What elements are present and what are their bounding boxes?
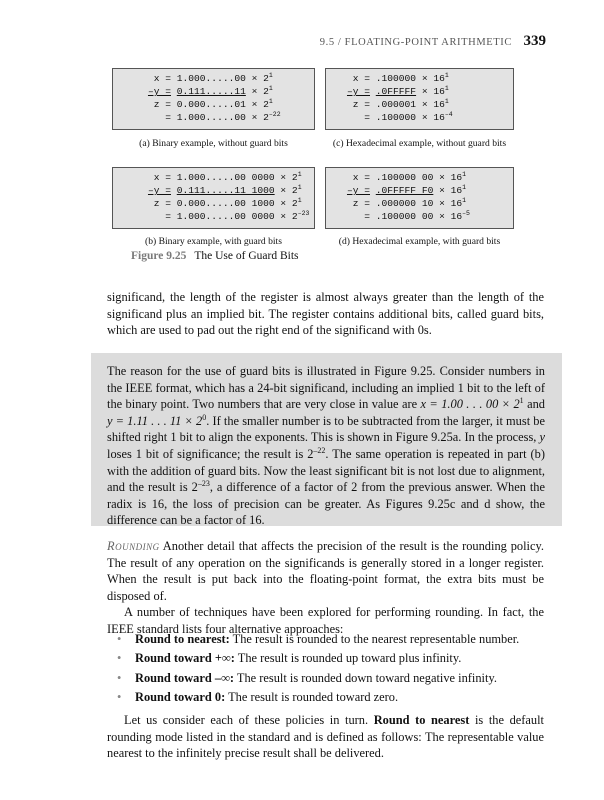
- bullet-icon: •: [117, 651, 122, 666]
- figure-caption: [131, 250, 299, 262]
- figure-panel-d: [325, 167, 514, 229]
- figure-panel-b: [112, 167, 315, 229]
- running-header: [0, 33, 604, 53]
- panel-d-row: x = .100000 $00 \times 16^1$: [352, 171, 467, 183]
- panel-a-row: $z = 0.000.....01 \times 2^1$: [153, 98, 273, 110]
- figure-panel-c: [325, 68, 514, 130]
- panel-a-caption: (a) Binary example, without guard bits: [139, 138, 288, 149]
- panel-c-row: = $.100000 \times 16^{-4}$: [364, 111, 453, 123]
- panel-d-row: = .100000 $00 \times 16^{-5}$: [364, 210, 470, 222]
- panel-c-row: –y = .0FFFFF × $16^1$: [346, 85, 449, 97]
- panel-a-row: $-y = 0.111.....11 \times 2^1$: [147, 85, 273, 97]
- panel-d-caption: (d) Hexadecimal example, with guard bits: [338, 236, 501, 247]
- panel-b-row: = 1.000.....00 $0000 \times 2^{-23}$: [165, 210, 310, 222]
- panel-c-row: $z = .000001 \times 16^1$: [352, 98, 449, 110]
- page-number: 339: [523, 33, 546, 49]
- panel-d-row: –y = .0FFFFF $F0 \times 16^1$: [346, 184, 467, 196]
- rounding-methods-list: [117, 630, 544, 708]
- body-paragraph: Let us consider each of these policies in turn. Round to nearest is the default rounding mode listed in the standard and is defined as follows: The representable value nearest to the infinitely precise result shall be delivered.: [107, 713, 544, 761]
- list-item: • Round to nearest: The result is rounded to the nearest representable number.: [117, 630, 544, 649]
- panel-a-row: $x = 1.000.....00 \times 2^1$: [153, 72, 273, 84]
- panel-a-row: = $1.000.....00 \times 2^{-22}$: [165, 111, 281, 123]
- figure-panel-a: [112, 68, 315, 130]
- panel-c-caption: (c) Hexadecimal example, without guard bits: [332, 138, 507, 149]
- panel-b-row: x = 1.000.....00 $0000 \times 2^1$: [153, 171, 302, 183]
- figure-title: The Use of Guard Bits: [194, 250, 299, 262]
- explanation-box: [91, 353, 562, 526]
- figure-label: Figure 9.25: [131, 250, 187, 262]
- panel-b-caption: (b) Binary example, with guard bits: [145, 236, 282, 247]
- bullet-icon: •: [117, 632, 122, 646]
- list-item: • Round toward 0: The result is rounded toward zero.: [117, 688, 544, 707]
- body-paragraph: significand, the length of the register is almost always greater than the length of the significand plus an implied bit. The register contains additional bits, called guard bits, which are used to pad out the right end of the significand with 0s.: [107, 290, 544, 338]
- panel-b-row: –y = 0.111.....11 $1000 \times 2^1$: [147, 184, 302, 196]
- rounding-paragraph: Rounding Another detail that affects the precision of the result is the rounding policy. The result of any operation on the significands is generally stored in a longer register. When the result is put back into the floating-point format, the extra bits must be disposed of. A number of techniques have been explored for performing rounding. In fact, the IEEE standard lists four alternative approaches:: [107, 539, 544, 636]
- panel-c-row: $x = .100000 \times 16^1$: [352, 72, 449, 84]
- explanation-text: The reason for the use of guard bits is illustrated in Figure 9.25. Consider numbers in the IEEE format, which has a 24-bit significand, including an implied 1 bit to the left of the binary point. Two numbers that are very close in value are x = 1.00 . . . $00 \times 2^1$ and y = 1.11 . . . $11 \times 2^0$. If the smaller number is to be subtracted from the larger, it must be shifted right 1 bit to align the exponents. This is shown in Figure 9.25a. In the process, y loses 1 bit of significance; the result is $2^{-22}$. The same operation is repeated in part (b) with the addition of guard bits. Now the least significant bit is not lost due to alignment, and the result is $2^{-23}$, a difference of a factor of 2 from the previous answer. When the radix is 16, the loss of precision can be greater. As Figures 9.25c and d show, the difference can be a factor of 16.: [107, 364, 546, 528]
- panel-d-row: z = .000000 $10 \times 16^1$: [352, 197, 467, 209]
- list-item: • Round toward –∞: The result is rounded down toward negative infinity.: [117, 669, 544, 688]
- panel-b-row: z = 0.000.....00 $1000 \times 2^1$: [153, 197, 302, 209]
- list-item: • Round toward +∞: The result is rounded up toward plus infinity.: [117, 649, 544, 668]
- rounding-heading: Rounding: [107, 539, 160, 553]
- bullet-icon: •: [117, 690, 122, 705]
- running-head: 9.5 / FLOATING-POINT ARITHMETIC: [319, 37, 512, 48]
- bullet-icon: •: [117, 670, 122, 685]
